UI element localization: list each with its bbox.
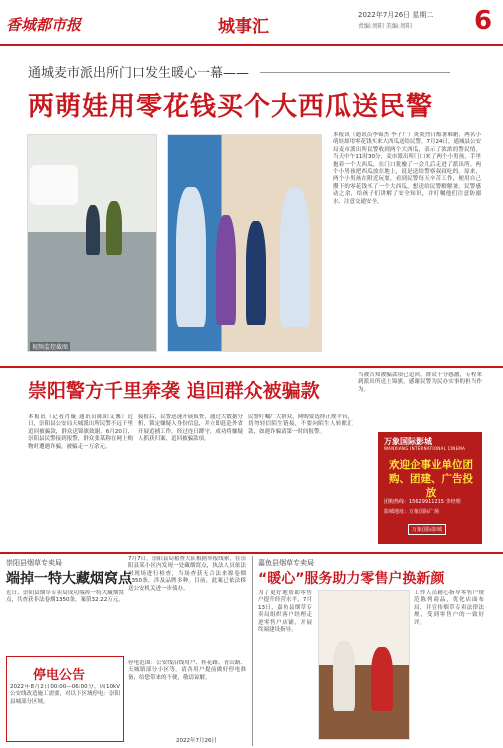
story4-headline: “暖心”服务助力零售户换新颜 [258, 571, 445, 587]
story1-subhead: 通城麦市派出所门口发生暖心一幕—— [28, 66, 250, 81]
page-number: 6 [474, 6, 493, 36]
editor-credits: 责编:周阳 美编:周阳 [358, 23, 412, 30]
issue-date: 2022年7月26日 星期二 [358, 11, 434, 19]
story1-body: 本报讯（通讯员李锦杰 李子广）炎炎烈日酷暑难耐，两名小萌娃却用零花钱买来大西瓜送给民警。7月24日，通城县公安局麦市派出所民警收到两个大西瓜，表示了浓浓的警民情。当天中午11时30分，麦市派出所门口来了两个小男孩，手里抱着一个大西瓜，在门口犹豫了一会儿后走进了派出所。两个小男孩把西瓜放在地上，说是送给警察叔叔吃的。原来，两个小男孩在附近玩耍，看到民警每天辛苦工作，便用自己攒下的零花钱买了一个大西瓜，想送给民警解解暑。民警感动之余，给孩子们讲解了安全知识，并叮嘱他们注意防溺水、注意交通安全。 [333, 132, 481, 205]
newspaper-logo: 香城都市报 [6, 16, 82, 34]
car-shape [30, 165, 78, 205]
story4-body-col1: 为了更好地帮助零售户提升经营水平，7月13日，嘉鱼县烟草专卖局组织客户经理走进零售户店铺，开展终端建设指导。 [258, 590, 312, 634]
section-divider [0, 552, 503, 554]
story2-headline: 崇阳警方千里奔袭 追回群众被骗款 [28, 380, 320, 402]
story2-body-col3: 民警叮嘱广大群众，网购要选择正规平台，切勿轻信陌生链接，不要向陌生人转账汇款，如遇诈骗请第一时间报警。 [248, 414, 353, 435]
police-children-photo [167, 134, 322, 352]
photo-caption: 视频监控截图 [32, 344, 69, 351]
column-divider [252, 556, 253, 746]
story1-headline: 两萌娃用零花钱买个大西瓜送民警 [28, 92, 434, 122]
story3-body-col2: 7月7日，崇阳县局稽查大队根据举报线索，在崇阳县某小区内发现一处藏烟窝点，执法人员依法对现场进行检查，当场查获无合法来源卷烟1350条，涉及品牌多种。目前，此案已依法移送公安机关进一步侦办。 [128, 556, 246, 592]
police-figure [280, 187, 310, 327]
story3-headline: 端掉一特大藏烟窝点 [6, 571, 132, 587]
store-photo [318, 590, 410, 740]
section-title: 城事汇 [218, 17, 269, 37]
story2-body-col2: 接报后，民警迅速开展侦查，通过大数据分析，锁定嫌疑人身份信息，并立即赶赴外省开展追捕工作。经过连日蹲守，成功将嫌疑人抓获归案，追回被骗款项。 [138, 414, 243, 443]
cinema-ad [378, 432, 482, 544]
child-figure [106, 201, 122, 255]
police-figure [176, 187, 206, 327]
story2-body-col1: 本报讯（记者肖璇 通讯员陈阳艾馨）近日，崇阳县公安局天城派出所民警不远千里追回被骗款，群众送锦旗致谢。6月20日，崇阳县民警接到报警，群众张某称在网上购物时遭遇诈骗，被骗走一万余元。 [28, 414, 133, 450]
story4-body-col2: 工作人员耐心指导零售户规范陈列商品，优化店面布局，并宣传烟草专卖法律法规，受到零售户的一致好评。 [414, 590, 484, 626]
section-divider [0, 366, 503, 368]
notice-title: 停电公告 [33, 668, 86, 683]
story4-kicker: 嘉鱼县烟草专卖局 [258, 559, 314, 567]
notice-date: 2022年7月26日 [176, 738, 217, 744]
subhead-rule [260, 72, 450, 73]
worker-figure [333, 641, 355, 711]
ad-address: 影城地址：万象国际广场 [384, 509, 440, 515]
story3-body-col1: 近日，崇阳县烟草专卖局成功端掉一特大藏烟窝点，共查获非法卷烟1350条，案值32.22万元。 [6, 590, 124, 604]
child-figure [246, 221, 266, 325]
story3-kicker: 崇阳县烟草专卖局 [6, 559, 62, 567]
ad-phone: 团购热线：15629911215 李经理 [384, 499, 461, 505]
ad-tag: 万象国际影城 [408, 524, 446, 535]
child-figure [86, 205, 100, 255]
worker-figure [371, 647, 393, 711]
notice-details: 停电范围：公安线沿线用户、桂花路、青山路、天城镇部分小区等。请各用户提前做好停电准备，给您带来的不便，敬请谅解。 [128, 660, 246, 681]
surveillance-photo [27, 134, 157, 352]
ad-brand-en: WANXIANG INTERNATIONAL CINEMA [384, 446, 466, 451]
child-figure [216, 215, 236, 325]
ad-brand: 万象国际影城 [384, 437, 432, 446]
story2-body-col4: 当被告知被骗款项已追回，群众十分感激，专程来到派出所送上锦旗，感谢民警为民办实事的担当作为。 [358, 372, 482, 393]
ad-slogan: 欢迎企事业单位团购、团建、广告投放 [389, 459, 473, 499]
notice-body: 2022年8月2日00:00—06:00分，因10kV公安线改造施工需要，对以下区域停电：崇阳县城部分区域。 [10, 684, 120, 705]
